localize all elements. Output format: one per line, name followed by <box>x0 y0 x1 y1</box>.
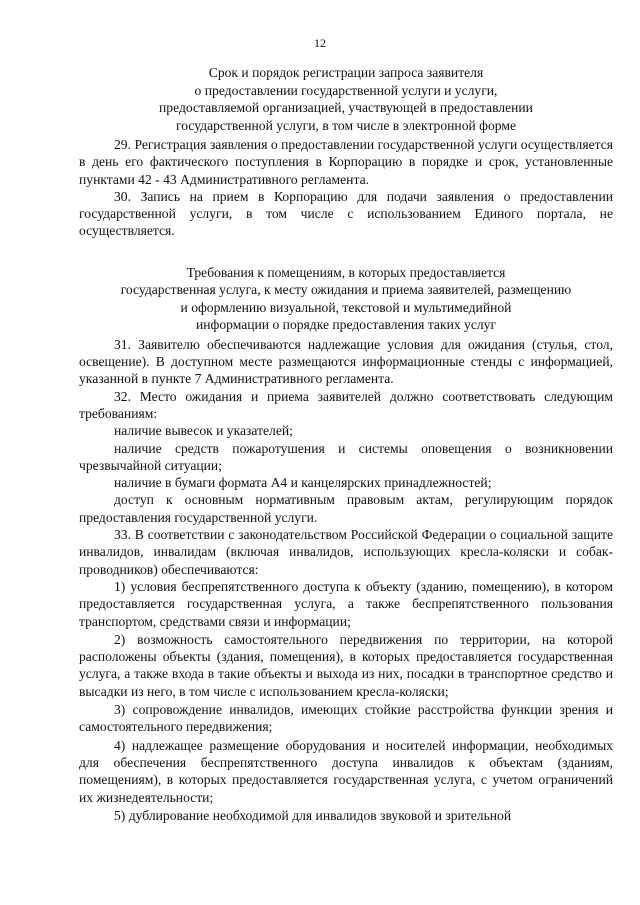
paragraph-33: 33. В соответствии с законодательством Российской Федерации о социальной защите инвалидов, инвалидам (включая инвалидов, использующих кресла-коляски и собак-проводников) обеспечиваются: <box>79 527 613 577</box>
heading-line: и оформлению визуальной, текстовой и мультимедийной <box>180 299 512 315</box>
heading-line: информации о порядке предоставления таких услуг <box>195 317 497 333</box>
requirement-item: наличие в бумаги формата А4 и канцелярских принадлежностей; <box>114 475 492 491</box>
document-body <box>79 64 613 824</box>
section-heading-premises <box>79 264 613 334</box>
section-heading-registration <box>79 64 613 134</box>
accessibility-item: 2) возможность самостоятельного передвижения по территории, на которой расположены объекты (здания, помещения), в которых предоставляется государственная услуга, а также входа в такие объекты и выхода из них, посадки в транспортное средство и высадки из него, в том числе с использованием кресла-коляски; <box>79 631 613 699</box>
paragraph-30: 30. Запись на прием в Корпорацию для подачи заявления о предоставлении государственной услуги, в том числе с использованием Единого портала, не осуществляется. <box>79 188 613 239</box>
heading-line: Требования к помещениям, в которых предоставляется <box>186 264 506 280</box>
requirement-item: наличие средств пожаротушения и системы оповещения о возникновении чрезвычайной ситуации; <box>79 440 613 473</box>
accessibility-item: 1) условия беспрепятственного доступа к объекту (зданию, помещению), в котором предоставляется государственная услуга, а также беспрепятственного пользования транспортом, средствами связи и информации; <box>79 578 613 629</box>
accessibility-item: 4) надлежащее размещение оборудования и носителей информации, необходимых для обеспечения беспрепятственного доступа инвалидов к объектам (зданиям, помещениям), в которых предоставляется государственная услуга, с учетом ограничений их жизнедеятельности; <box>79 737 613 805</box>
heading-line: государственной услуги, в том числе в электронной форме <box>175 117 516 133</box>
paragraph-29: 29. Регистрация заявления о предоставлении государственной услуги осуществляется в день его фактического поступления в Корпорацию в порядке и срок, установленные пунктами 42 - 43 Административного регламента. <box>79 137 613 187</box>
paragraph-32: 32. Место ожидания и приема заявителей должно соответствовать следующим требованиям: <box>79 388 613 421</box>
heading-line: предоставляемой организацией, участвующей в предоставлении <box>159 100 533 115</box>
heading-line: государственная услуга, к месту ожидания и приема заявителей, размещению <box>120 282 572 298</box>
paragraph-31: 31. Заявителю обеспечиваются надлежащие условия для ожидания (стулья, стол, освещение). В доступном месте размещаются информационные стенды с информацией, указанной в пункте 7 Административного регламента. <box>79 336 613 387</box>
accessibility-item: 5) дублирование необходимой для инвалидов звуковой и зрительной <box>114 807 512 823</box>
page-number: 12 <box>314 36 326 50</box>
heading-line: о предоставлении государственной услуги и услуги, <box>194 82 498 98</box>
requirement-item: наличие вывесок и указателей; <box>114 423 293 439</box>
heading-line: Срок и порядок регистрации запроса заявителя <box>208 65 484 80</box>
requirement-item: доступ к основным нормативным правовым актам, регулирующим порядок предоставления государственной услуги. <box>79 492 613 525</box>
accessibility-item: 3) сопровождение инвалидов, имеющих стойкие расстройства функции зрения и самостоятельного передвижения; <box>79 702 613 735</box>
